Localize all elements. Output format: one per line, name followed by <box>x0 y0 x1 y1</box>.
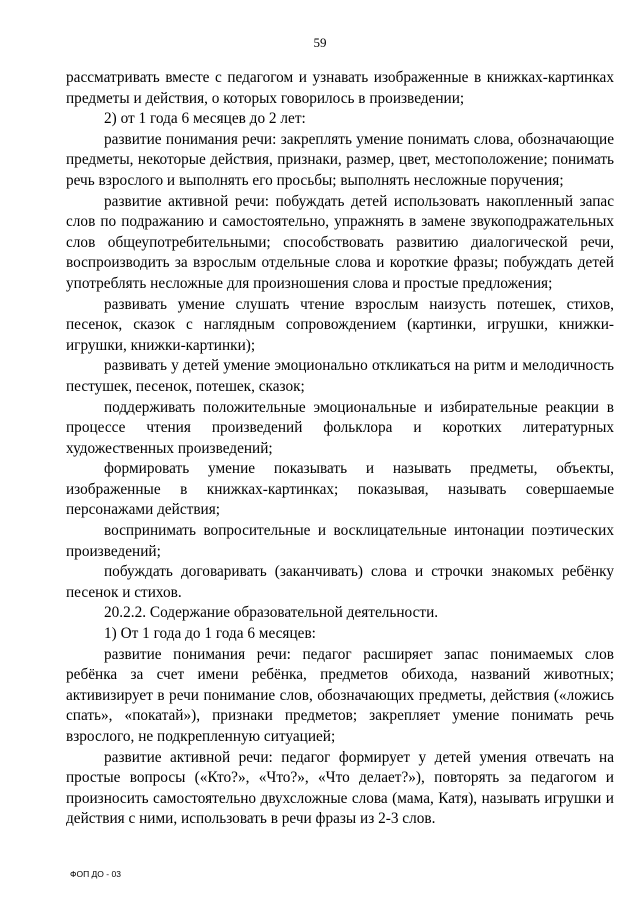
paragraph: формировать умение показывать и называть предметы, объекты, изображенные в книжках-картинках; показывая, называть совершаемые персонажами действия; <box>66 460 614 519</box>
document-body <box>66 68 614 830</box>
footer-code: ФОП ДО - 03 <box>70 869 121 879</box>
page-number: 59 <box>313 35 327 50</box>
paragraph: развитие активной речи: педагог формирует у детей умения отвечать на простые вопросы («Кто?», «Что?», «Что делает?»), повторять за педагогом и произносить самостоятельно двухсложные слова (мама, Катя), называть игрушки и действия с ними, использовать в речи фразы из 2-3 слов. <box>66 748 614 828</box>
paragraph: побуждать договаривать (заканчивать) слова и строчки знакомых ребёнку песенок и стихов. <box>66 563 614 601</box>
paragraph: развитие активной речи: побуждать детей использовать накопленный запас слов по подражанию и самостоятельно, упражнять в замене звукоподражательных слов общеупотребительными; способствовать развитию диалогической речи, воспроизводить за взрослым отдельные слова и короткие фразы; побуждать детей употреблять несложные для произношения слова и простые предложения; <box>66 192 614 292</box>
paragraph: развитие понимания речи: закреплять умение понимать слова, обозначающие предметы, некоторые действия, признаки, размер, цвет, местоположение; понимать речь взрослого и выполнять его просьбы; выполнять несложные поручения; <box>66 130 614 189</box>
paragraph: развивать у детей умение эмоционально откликаться на ритм и мелодичность пестушек, песенок, потешек, сказок; <box>66 357 614 395</box>
paragraph: поддерживать положительные эмоциональные и избирательные реакции в процессе чтения произведений фольклора и коротких литературных художественных произведений; <box>66 398 614 457</box>
paragraph: 2) от 1 года 6 месяцев до 2 лет: <box>104 110 306 128</box>
paragraph: рассматривать вместе с педагогом и узнавать изображенные в книжках-картинках предметы и действия, о которых говорилось в произведении; <box>66 69 614 107</box>
paragraph: воспринимать вопросительные и восклицательные интонации поэтических произведений; <box>66 522 614 560</box>
paragraph: развитие понимания речи: педагог расширяет запас понимаемых слов ребёнка за счет имени ребёнка, предметов обихода, названий животных; активизирует в речи понимание слов, обозначающих предметы, действия («ложись спать», «покатай»), признаки предметов; закрепляет умение понимать речь взрослого, не подкрепленную ситуацией; <box>66 645 614 745</box>
paragraph: развивать умение слушать чтение взрослым наизусть потешек, стихов, песенок, сказок с наглядным сопровождением (картинки, игрушки, книжки-игрушки, книжки-картинки); <box>66 295 614 354</box>
section-heading: 20.2.2. Содержание образовательной деятельности. <box>104 604 439 622</box>
subsection-heading: 1) От 1 года до 1 года 6 месяцев: <box>104 625 316 643</box>
